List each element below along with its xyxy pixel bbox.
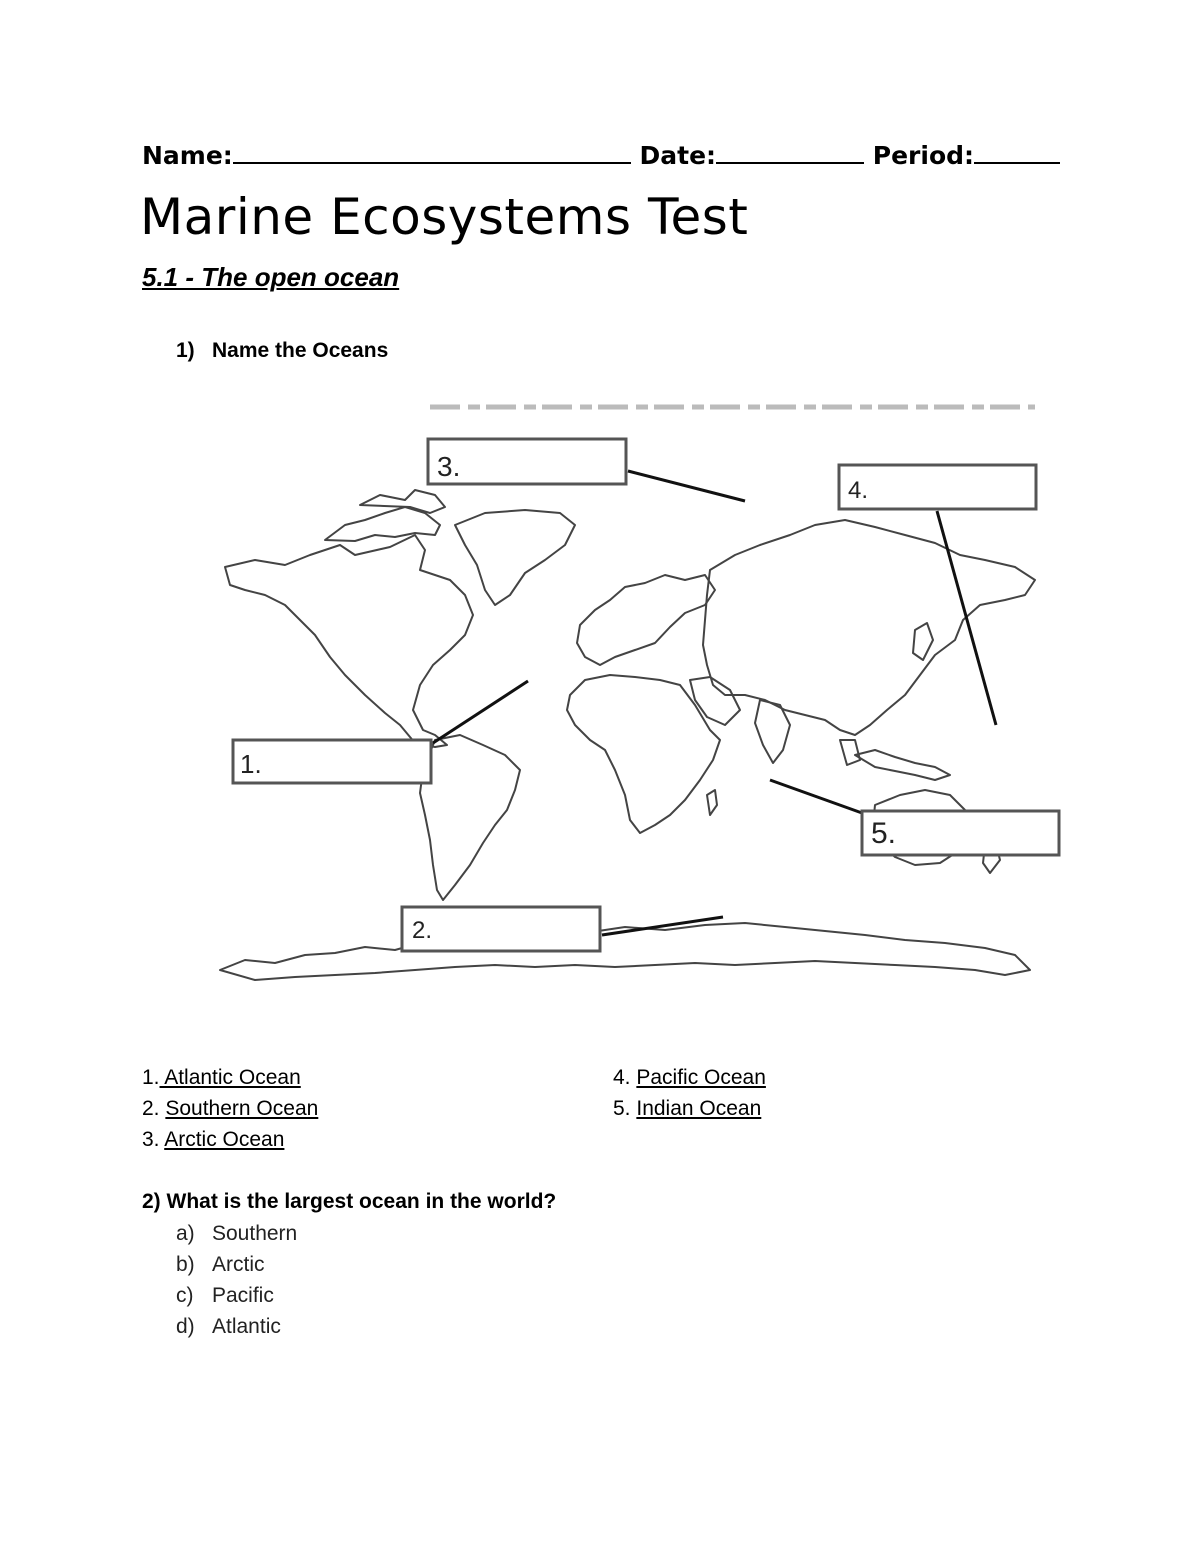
south-america-outline <box>420 735 520 900</box>
option-b[interactable] <box>176 1253 265 1277</box>
option-d[interactable] <box>176 1315 281 1339</box>
answer-3-number: 3. <box>142 1128 160 1151</box>
answer-5-number: 5. <box>613 1097 631 1120</box>
question-1-number: 1) <box>176 339 195 362</box>
answer-5-text: Indian Ocean <box>636 1097 762 1120</box>
answer-1 <box>142 1066 301 1090</box>
africa-outline <box>567 675 720 833</box>
map-label-5: 5. <box>871 817 897 850</box>
period-blank[interactable] <box>974 140 1060 164</box>
greenland-outline <box>455 510 575 605</box>
name-label: Name: <box>142 141 233 170</box>
arctic-islands-outline <box>325 507 440 541</box>
map-box-4 <box>839 465 1036 509</box>
answer-1-text: Atlantic Ocean <box>159 1066 301 1089</box>
period-label: Period: <box>872 141 975 170</box>
option-d-text: Atlantic <box>212 1315 281 1338</box>
map-label-2: 2. <box>412 917 433 944</box>
option-c-text: Pacific <box>212 1284 274 1307</box>
answer-4-number: 4. <box>613 1066 631 1089</box>
world-map <box>215 395 1065 1010</box>
answer-3-text: Arctic Ocean <box>164 1128 285 1151</box>
map-box-1 <box>233 740 431 783</box>
student-info-header <box>142 140 1060 170</box>
answer-5 <box>613 1097 761 1121</box>
date-label: Date: <box>639 141 717 170</box>
question-1 <box>176 339 388 363</box>
question-1-text: Name the Oceans <box>212 339 389 362</box>
answer-1-number: 1. <box>142 1066 160 1089</box>
name-blank[interactable] <box>233 140 631 164</box>
option-d-letter: d) <box>176 1315 195 1338</box>
section-heading: 5.1 - The open ocean <box>142 262 400 292</box>
map-label-1: 1. <box>240 749 262 779</box>
answer-3 <box>142 1128 284 1152</box>
date-blank[interactable] <box>716 140 864 164</box>
answer-4-text: Pacific Ocean <box>636 1066 766 1089</box>
option-c-letter: c) <box>176 1284 194 1307</box>
option-b-text: Arctic <box>212 1253 265 1276</box>
map-label-4: 4. <box>848 477 869 504</box>
leader-line-4 <box>937 511 996 725</box>
answer-4 <box>613 1066 766 1090</box>
leader-line-5 <box>770 780 862 813</box>
north-america-outline <box>225 535 473 747</box>
option-a-text: Southern <box>212 1222 298 1245</box>
option-a[interactable] <box>176 1222 297 1246</box>
option-c[interactable] <box>176 1284 274 1308</box>
leader-line-1 <box>433 681 528 743</box>
leader-line-3 <box>628 471 745 501</box>
question-2: 2) What is the largest ocean in the world? <box>142 1190 557 1213</box>
map-label-3: 3. <box>437 451 461 482</box>
option-a-letter: a) <box>176 1222 195 1245</box>
option-b-letter: b) <box>176 1253 195 1276</box>
answer-2 <box>142 1097 318 1121</box>
europe-outline <box>577 575 715 665</box>
answer-2-number: 2. <box>142 1097 160 1120</box>
page-title: Marine Ecosystems Test <box>140 188 749 246</box>
asia-outline <box>703 520 1035 735</box>
answer-2-text: Southern Ocean <box>165 1097 319 1120</box>
